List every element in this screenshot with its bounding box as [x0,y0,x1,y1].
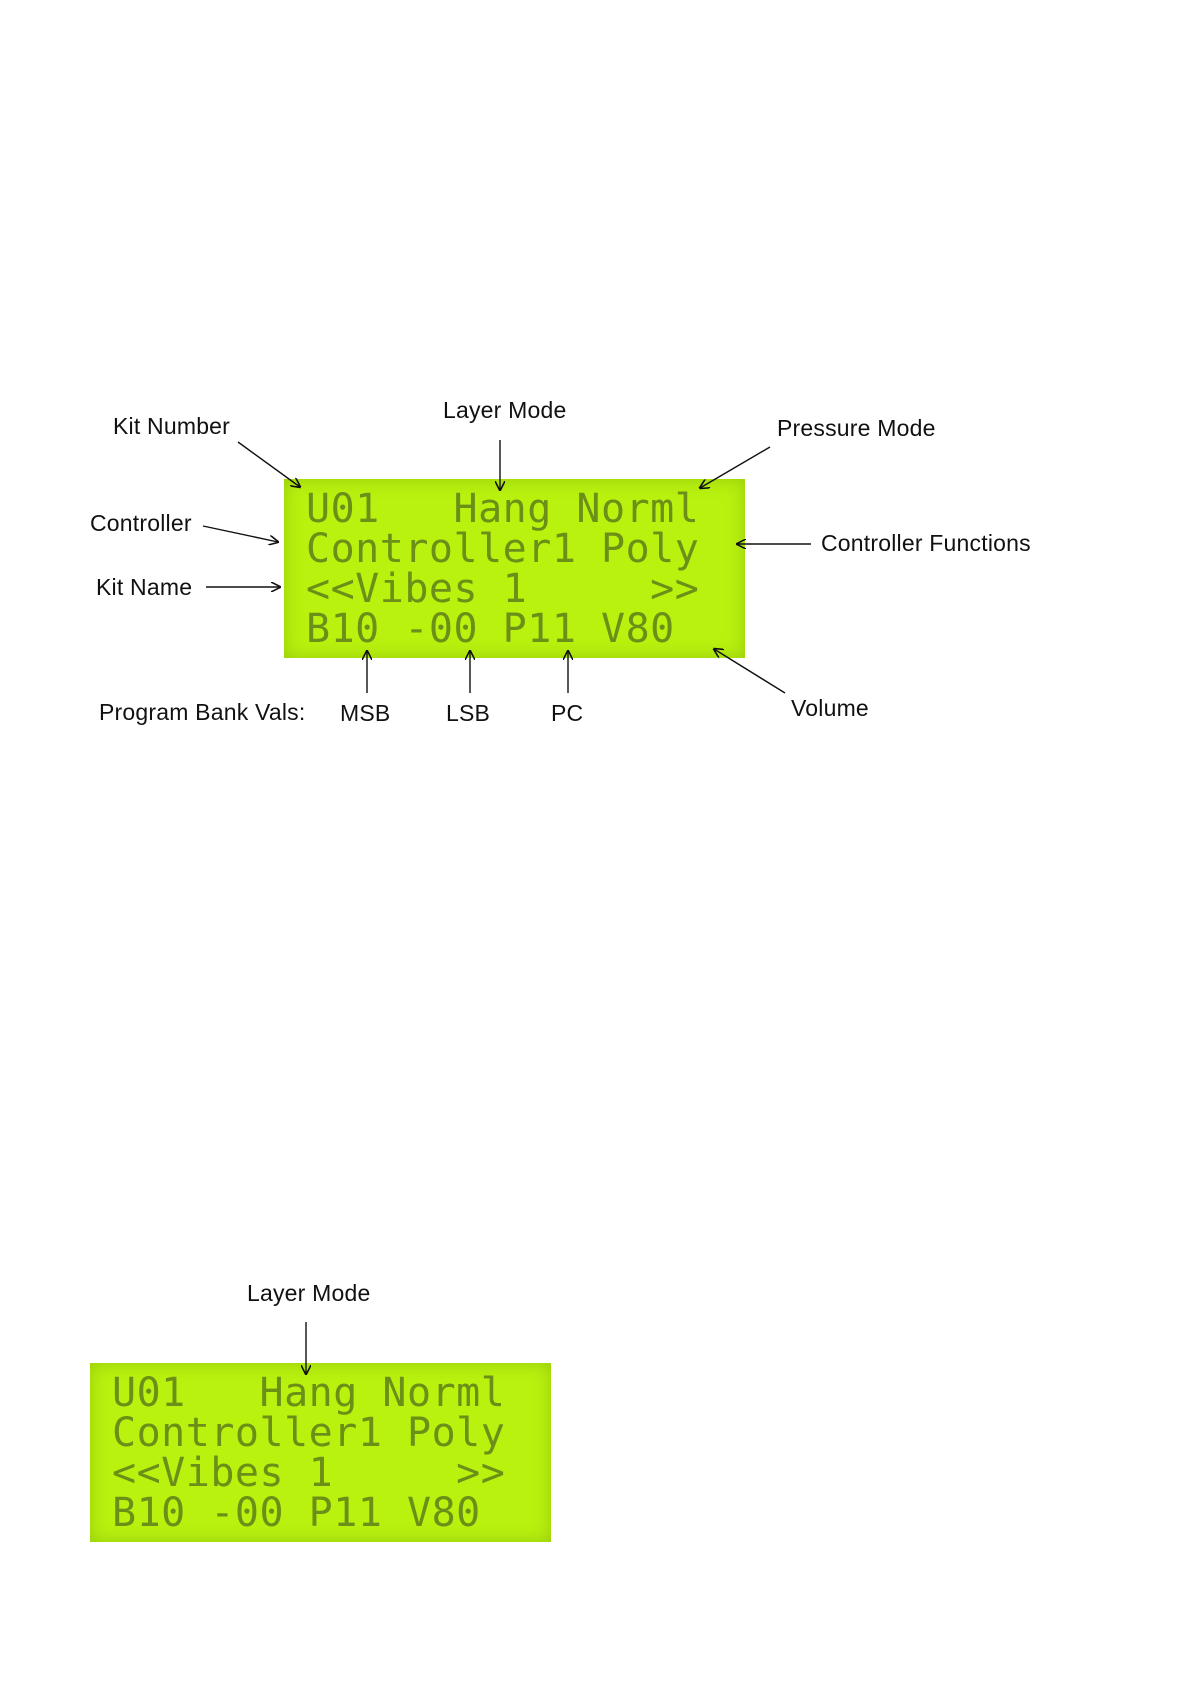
controller-arrow [203,526,278,542]
pressure-mode-arrow [700,447,770,488]
kit-number-label: Kit Number [113,413,231,439]
lsb-label: LSB [446,700,491,726]
lcd-line-1: U01 Hang Norml [112,1370,506,1416]
layer-mode-label: Layer Mode [443,397,567,423]
lcd-line-2: Controller1 Poly [306,526,700,572]
volume-arrow [714,649,785,693]
lcd-line-1: U01 Hang Norml [306,486,700,532]
volume-label: Volume [791,695,869,721]
lcd-line-3: <<Vibes 1 >> [112,1450,506,1496]
controller-label: Controller [90,510,192,536]
kit-number-arrow [238,442,300,487]
program-bank-vals-label: Program Bank Vals: [99,699,306,725]
lcd-line-4: B10 -00 P11 V80 [112,1490,481,1536]
pc-label: PC [551,700,584,726]
lcd-line-4: B10 -00 P11 V80 [306,606,675,652]
layer-mode-label-bottom: Layer Mode [247,1280,371,1306]
msb-label: MSB [340,700,391,726]
kit-name-label: Kit Name [96,574,193,600]
lcd-line-2: Controller1 Poly [112,1410,506,1456]
controller-functions-label: Controller Functions [821,530,1031,556]
pressure-mode-label: Pressure Mode [777,415,936,441]
lcd-line-3: <<Vibes 1 >> [306,566,700,612]
